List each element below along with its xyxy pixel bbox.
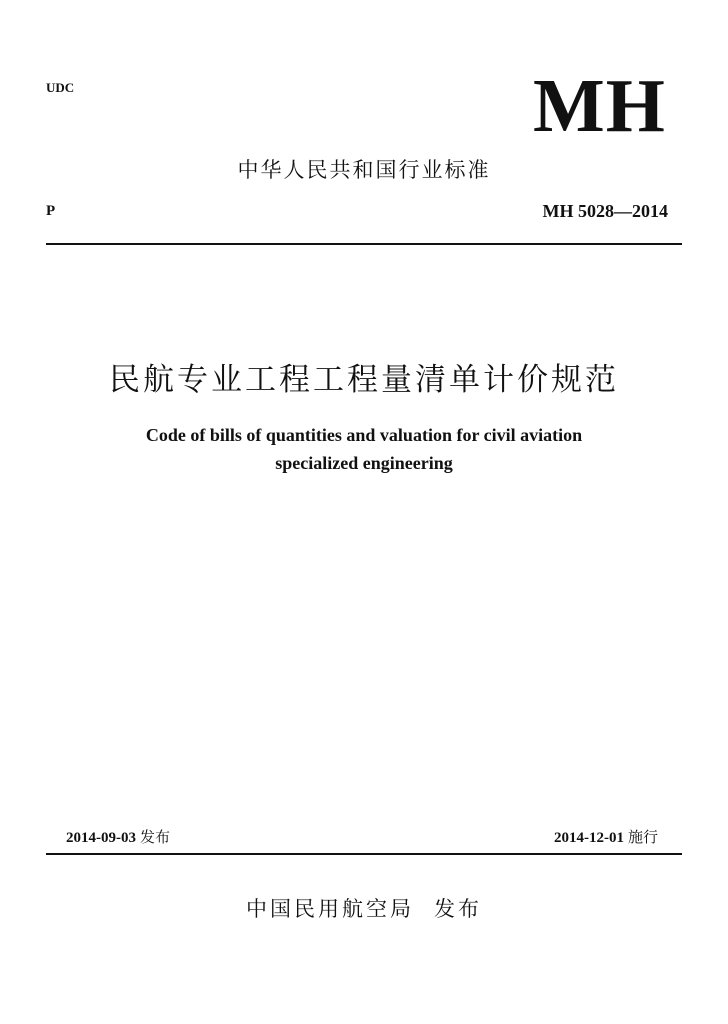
title-chinese: 民航专业工程工程量清单计价规范 (109, 362, 619, 398)
title-english-line-2: specialized engineering (275, 453, 453, 473)
title-english-line-1: Code of bills of quantities and valuation for civil aviation (145, 425, 583, 445)
classification-code: P (46, 203, 56, 219)
standard-category: 中华人民共和国行业标准 (237, 158, 491, 182)
bottom-divider (46, 853, 682, 855)
issue-date-block (66, 826, 170, 847)
issue-label: 发布 (140, 828, 171, 846)
udc-label: UDC (46, 80, 75, 95)
top-divider (46, 243, 682, 245)
mh-logo: MH (533, 64, 666, 148)
implement-date: 2014-12-01 (553, 830, 624, 846)
issuer-name: 中国民用航空局 (246, 897, 414, 921)
issuer-block (0, 893, 728, 923)
issuer-issue-label: 发布 (434, 897, 482, 921)
implement-label: 施行 (627, 828, 658, 846)
issue-date: 2014-09-03 (66, 830, 136, 846)
title-english (60, 421, 668, 477)
standard-number: MH 5028—2014 (542, 201, 668, 221)
implement-date-block (554, 826, 658, 847)
